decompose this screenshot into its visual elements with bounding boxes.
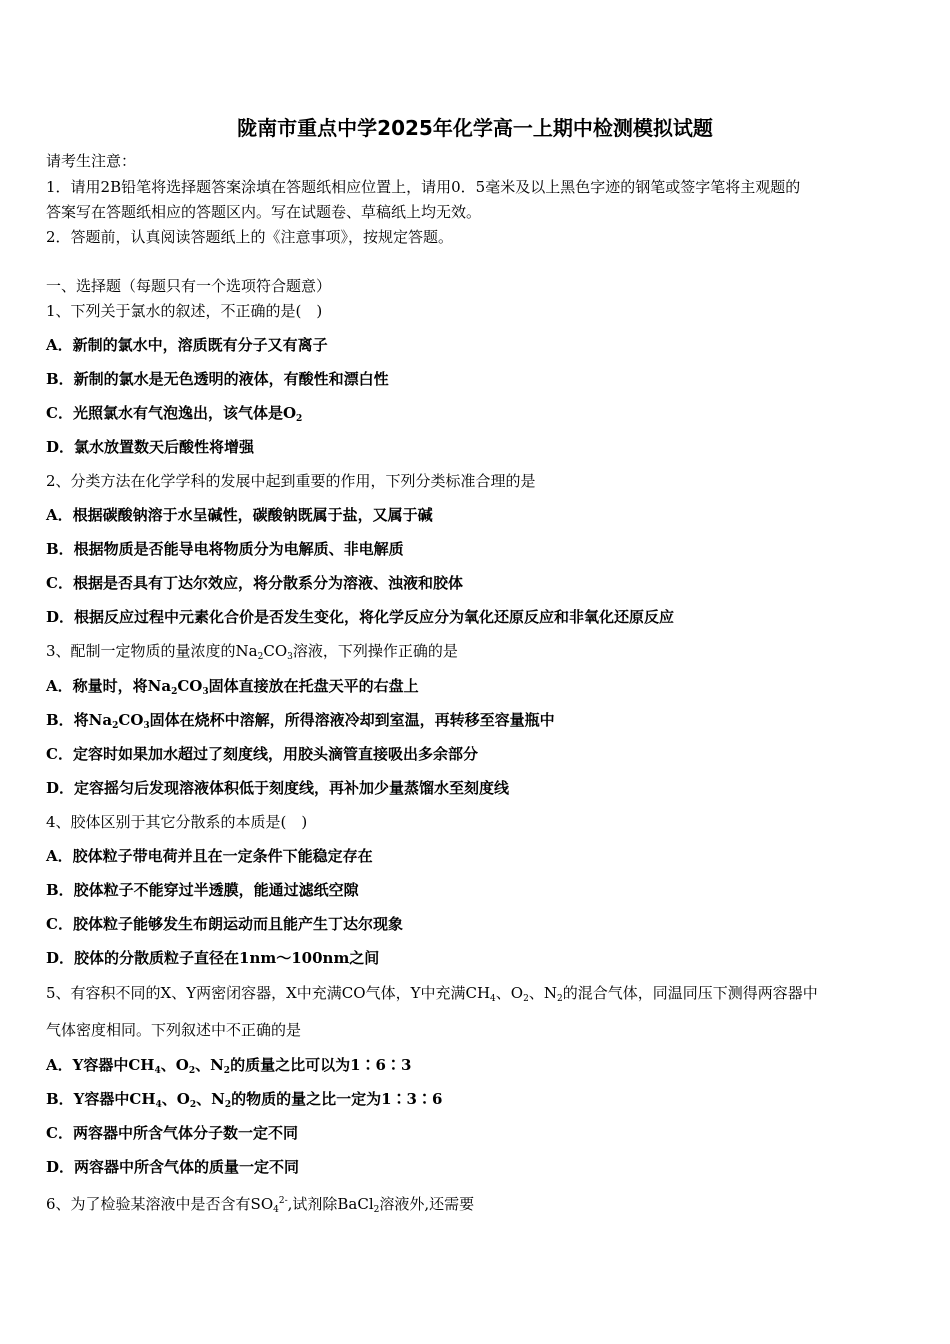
q2-option-b: B．根据物质是否能导电将物质分为电解质、非电解质	[46, 540, 404, 558]
question-2-stem: 2、分类方法在化学学科的发展中起到重要的作用，下列分类标准合理的是	[46, 472, 536, 490]
q1-option-c: C．光照氯水有气泡逸出，该气体是$O_2$	[46, 404, 303, 424]
question-1-stem: 1、下列关于氯水的叙述，不正确的是( )	[46, 302, 323, 320]
q5-option-c: C．两容器中所含气体分子数一定不同	[46, 1124, 298, 1142]
q2-option-d: D．根据反应过程中元素化合价是否发生变化，将化学反应分为氧化还原反应和非氧化还原反应	[46, 608, 675, 626]
q3-option-d: D．定容摇匀后发现溶液体积低于刻度线，再补加少量蒸馏水至刻度线	[46, 779, 510, 797]
q4-option-c: C．胶体粒子能够发生布朗运动而且能产生丁达尔现象	[46, 915, 403, 933]
q4-option-d: D．胶体的分散质粒子直径在1nm～100nm之间	[46, 949, 380, 967]
notice-line-2: 答案写在答题纸相应的答题区内。写在试题卷、草稿纸上均无效。	[46, 203, 482, 221]
q2-option-c: C．根据是否具有丁达尔效应，将分散系分为溶液、浊液和胶体	[46, 574, 463, 592]
q3-option-a: A．称量时，将$Na_2CO_3$固体直接放在托盘天平的右盘上	[46, 677, 419, 697]
q3-option-b: B．将$Na_2CO_3$固体在烧杯中溶解，所得溶液冷却到室温，再转移至容量瓶中	[46, 711, 555, 731]
q1-option-b: B．新制的氯水是无色透明的液体，有酸性和漂白性	[46, 370, 389, 388]
page-title: 陇南市重点中学2025年化学高一上期中检测模拟试题	[237, 116, 713, 140]
q2-option-a: A．根据碳酸钠溶于水呈碱性，碳酸钠既属于盐，又属于碱	[46, 506, 433, 524]
notice-line-1: 1．请用2B铅笔将选择题答案涂填在答题纸相应位置上，请用0．5毫米及以上黑色字迹的钢笔或签字笔将主观题的	[46, 178, 801, 196]
q5-option-d: D．两容器中所含气体的质量一定不同	[46, 1158, 300, 1176]
question-4-stem: 4、胶体区别于其它分散系的本质是( )	[46, 813, 308, 831]
notice-line-3: 2．答题前，认真阅读答题纸上的《注意事项》，按规定答题。	[46, 228, 454, 246]
q1-option-d: D．氯水放置数天后酸性将增强	[46, 438, 255, 456]
section-heading: 一、选择题（每题只有一个选项符合题意）	[46, 277, 332, 295]
q1-option-a: A．新制的氯水中，溶质既有分子又有离子	[46, 336, 328, 354]
q4-option-a: A．胶体粒子带电荷并且在一定条件下能稳定存在	[46, 847, 373, 865]
notice-heading: 请考生注意：	[46, 152, 137, 170]
question-3-stem: 3、配制一定物质的量浓度的$Na_2CO_3$溶液，下列操作正确的是	[46, 642, 458, 662]
question-5-stem-line-1: 5、有容积不同的X、Y两密闭容器，X中充满CO气体，Y中充满$CH_4$、$O_2$、$N_2$的混合气体，同温同压下测得两容器中	[46, 984, 818, 1004]
q5-option-b: B．Y容器中$CH_4$、$O_2$、$N_2$的物质的量之比一定为1∶3∶6	[46, 1090, 443, 1110]
question-5-stem-line-2: 气体密度相同。下列叙述中不正确的是	[46, 1021, 302, 1039]
question-6-stem: 6、为了检验某溶液中是否含有$SO_4^{2-}$,试剂除BaCl$_2$溶液外,还需要	[46, 1195, 475, 1215]
q4-option-b: B．胶体粒子不能穿过半透膜，能通过滤纸空隙	[46, 881, 359, 899]
q5-option-a: A．Y容器中$CH_4$、$O_2$、$N_2$的质量之比可以为1∶6∶3	[46, 1056, 412, 1076]
q3-option-c: C．定容时如果加水超过了刻度线，用胶头滴管直接吸出多余部分	[46, 745, 478, 763]
